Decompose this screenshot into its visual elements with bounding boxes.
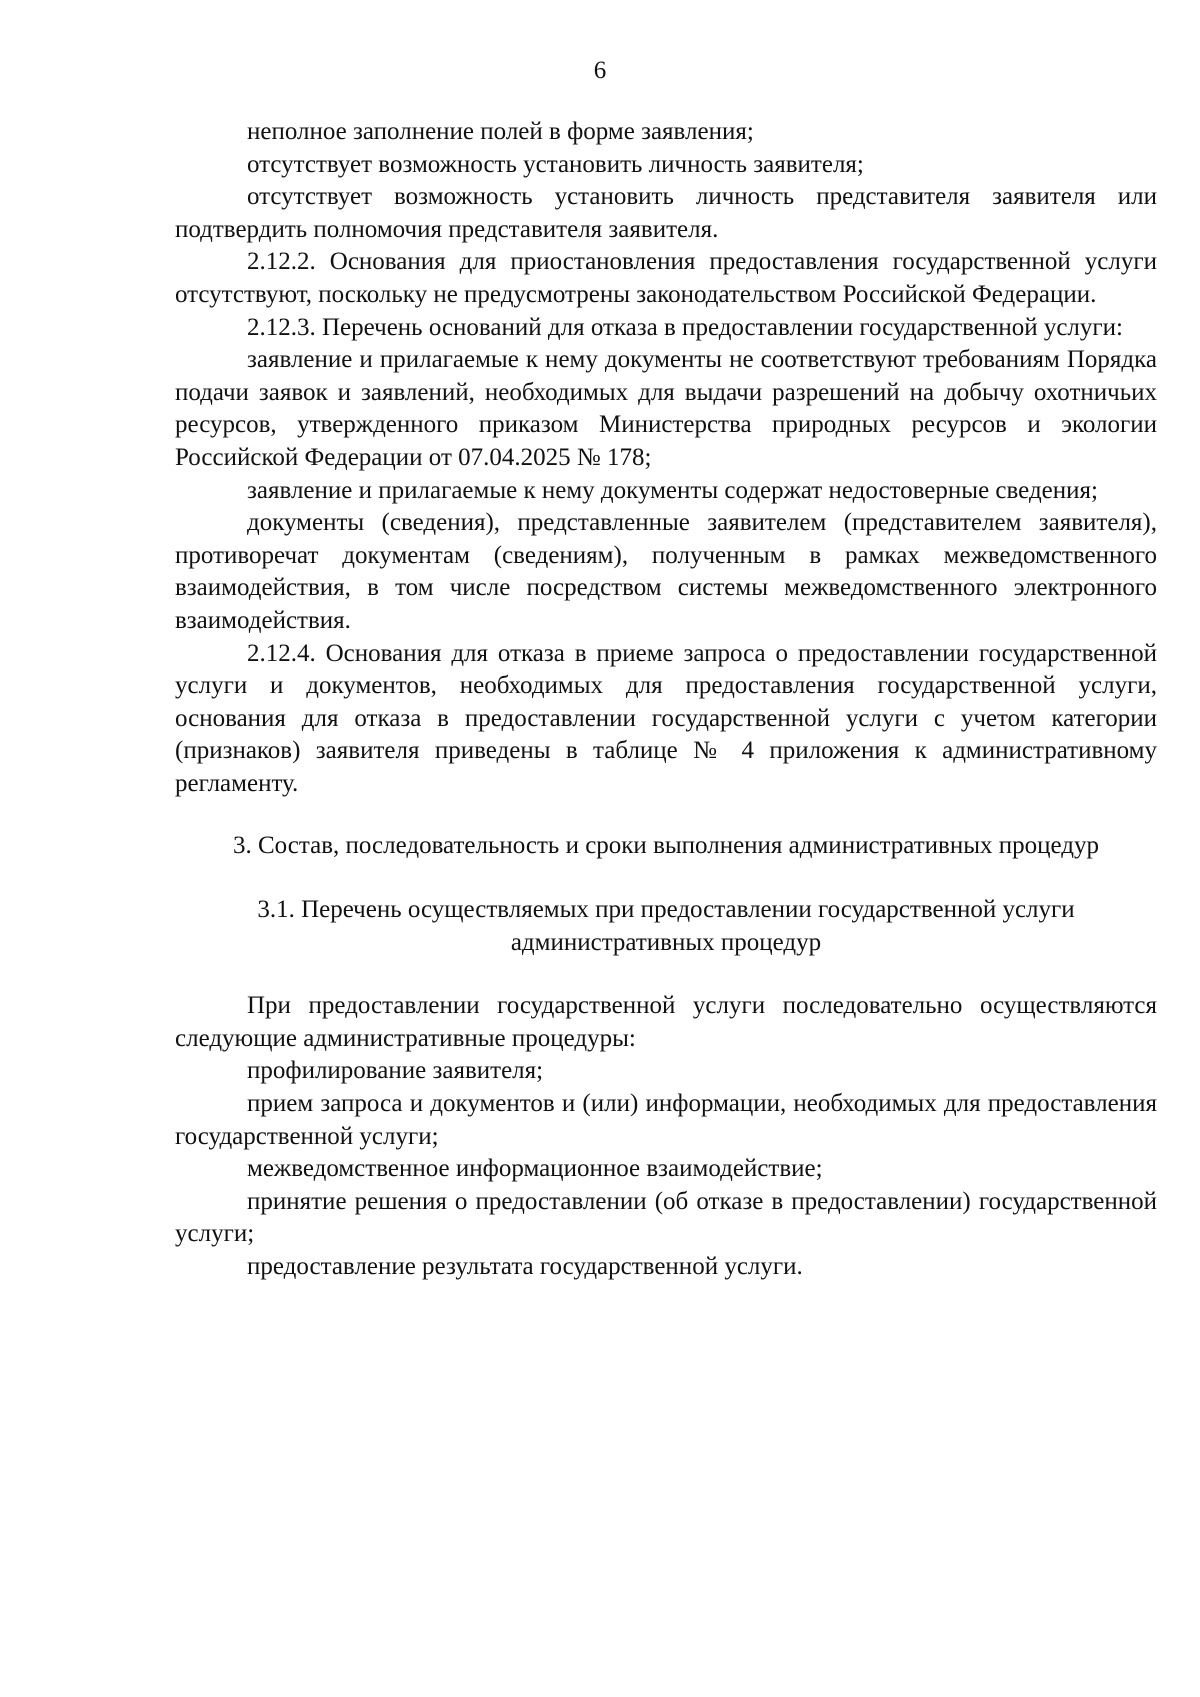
- paragraph-clause-2-12-2: 2.12.2. Основания для приостановления предоставления государственной услуги отсутствуют, поскольку не предусмотрены законодательством Российской Федерации.: [175, 248, 1157, 308]
- paragraph: При предоставлении государственной услуги последовательно осуществляются следующие административные процедуры:: [175, 992, 1157, 1052]
- spacer: [175, 863, 1157, 894]
- list-item: межведомственное информационное взаимодействие;: [247, 1155, 823, 1183]
- list-item: принятие решения о предоставлении (об отказе в предоставлении) государственной услуги;: [175, 1187, 1157, 1248]
- document-body: [175, 116, 1157, 1284]
- list-item: предоставление результата государственной услуги.: [247, 1253, 803, 1280]
- subsection-heading: 3.1. Перечень осуществляемых при предоставлении государственной услуги административных процедур: [257, 896, 1075, 956]
- paragraph: отсутствует возможность установить личность представителя заявителя или подтвердить полномочия представителя заявителя.: [175, 183, 1157, 243]
- paragraph: документы (сведения), представленные заявителем (представителем заявителя), противоречат документам (сведениям), полученным в рамках межведомственного взаимодействия, в том числе посредством системы межведомственного электронного взаимодействия.: [175, 509, 1157, 634]
- page-number: 6: [593, 57, 607, 84]
- paragraph: заявление и прилагаемые к нему документы не соответствуют требованиям Порядка подачи заявок и заявлений, необходимых для выдачи разрешений на добычу охотничьих ресурсов, утвержденного приказом Министерства природных ресурсов и экологии Российской Федерации от 07.04.2025 № 178;: [175, 346, 1157, 471]
- list-item: профилирование заявителя;: [247, 1057, 544, 1085]
- section-heading: 3. Состав, последовательность и сроки выполнения административных процедур: [232, 832, 1099, 860]
- spacer: [175, 800, 1157, 830]
- paragraph: неполное заполнение полей в форме заявления;: [247, 118, 754, 145]
- paragraph-clause-2-12-3: 2.12.3. Перечень оснований для отказа в предоставлении государственной услуги:: [247, 313, 1123, 341]
- paragraph: заявление и прилагаемые к нему документы содержат недостоверные сведения;: [247, 476, 1098, 504]
- paragraph-clause-2-12-4: 2.12.4. Основания для отказа в приеме запроса о предоставлении государственной услуги и документов, необходимых для предоставления государственной услуги, основания для отказа в предоставлении государственной услуги с учетом категории (признаков) заявителя приведены в таблице № 4 приложения к административному регламенту.: [175, 639, 1157, 797]
- paragraph: отсутствует возможность установить личность заявителя;: [247, 150, 864, 178]
- spacer: [175, 959, 1157, 990]
- list-item: прием запроса и документов и (или) информации, необходимых для предоставления государственной услуги;: [175, 1090, 1157, 1150]
